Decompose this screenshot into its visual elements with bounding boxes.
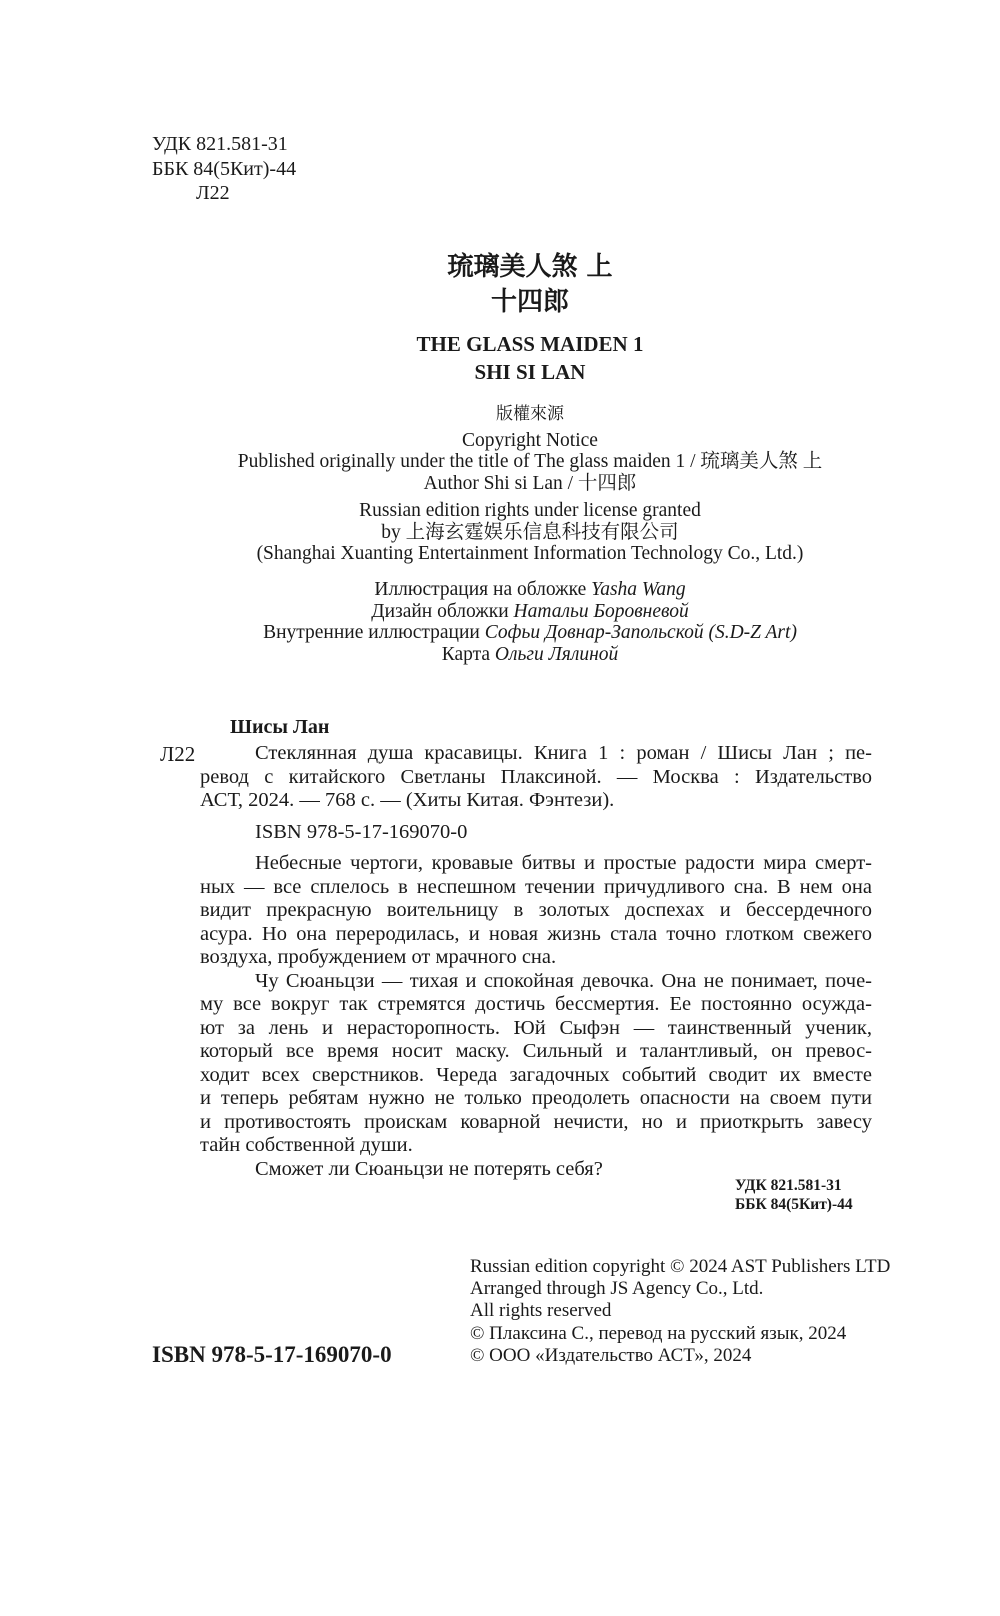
credit-item: Карта Ольги Лялиной	[441, 643, 619, 665]
annotation-line: воздуха, пробуждением от мрачного сна.	[200, 946, 557, 968]
rights-block	[470, 1256, 890, 1367]
company-en: (Shanghai Xuanting Entertainment Information Technology Co., Ltd.)	[256, 543, 804, 564]
bbk-code-right: ББК 84(5Кит)-44	[735, 1196, 853, 1213]
english-author: SHI SI LAN	[474, 360, 586, 384]
annotation-line: Небесные чертоги, кровавые битвы и простые радости мира смерт-	[255, 852, 872, 874]
credit-item: Иллюстрация на обложке Yasha Wang	[374, 579, 686, 600]
catalog-author: Шисы Лан	[230, 716, 330, 738]
original-title-english	[130, 330, 930, 386]
copyright-notice	[130, 404, 930, 565]
english-title: THE GLASS MAIDEN 1	[416, 332, 644, 356]
bbk-code: ББК 84(5Кит)-44	[152, 157, 297, 180]
rights-line: Russian edition rights under license granted	[359, 500, 701, 521]
credit-item: Внутренние иллюстрации Софьи Довнар-Запольской (S.D-Z Art)	[263, 622, 797, 643]
chinese-title: 琉璃美人煞 上	[447, 252, 613, 282]
catalog-codes-right	[735, 1176, 853, 1214]
isbn-bold: ISBN 978-5-17-169070-0	[152, 1342, 392, 1367]
rights-line: Arranged through JS Agency Co., Ltd.	[470, 1278, 764, 1300]
by-line: by 上海玄霆娱乐信息科技有限公司	[381, 521, 679, 543]
annotation-line: асура. Но она переродилась, и новая жизнь стала точно глотком свежего	[200, 922, 872, 945]
description-line: Стеклянная душа красавицы. Книга 1 : роман / Шисы Лан ; пе-	[255, 742, 872, 764]
annotation-line: Сможет ли Сюаньцзи не потерять себя?	[255, 1157, 603, 1180]
rights-line: All rights reserved	[470, 1300, 612, 1322]
annotation-line: Чу Сюаньцзи — тихая и спокойная девочка. Она не понимает, поче-	[255, 969, 872, 992]
catalog-code: Л22	[160, 742, 196, 766]
description-line: ревод с китайского Светланы Плаксиной. — Москва : Издательство	[200, 765, 872, 788]
udk-code-right: УДК 821.581-31	[735, 1177, 842, 1194]
author-mark: Л22	[196, 182, 230, 204]
rights-line: Russian edition copyright © 2024 AST Publishers LTD	[470, 1256, 891, 1277]
author-line: Author Shi si Lan / 十四郎	[423, 472, 637, 494]
annotation-line: видит прекрасную воительницу в золотых доспехах и бессердечного	[200, 899, 872, 921]
credits	[130, 579, 930, 665]
rights-line: © ООО «Издательство АСТ», 2024	[470, 1344, 752, 1366]
annotation-line: который все время носит маску. Сильный и талантливый, он превос-	[200, 1040, 872, 1062]
chinese-author: 十四郎	[490, 287, 569, 317]
annotation-line: ют за лень и нерасторопность. Юй Сыфэн — таинственный ученик,	[200, 1016, 872, 1039]
annotation-line: тайн собственной души.	[200, 1134, 413, 1156]
annotation-line: му все вокруг так стремятся достичь бессмертия. Ее постоянно осужда-	[200, 993, 872, 1015]
credit-item: Дизайн обложки Натальи Боровневой	[371, 600, 689, 622]
copyright-heading-cn: 版權來源	[496, 404, 564, 424]
catalog-isbn: ISBN 978-5-17-169070-0	[255, 820, 468, 843]
udk-code: УДК 821.581-31	[152, 133, 288, 155]
classification-codes	[152, 132, 296, 206]
annotation-line: ных — все сплелось в неспешном течении причудливого сна. В нем она	[200, 875, 872, 898]
annotation-line: и теперь ребятам нужно не только преодолеть опасности на своем пути	[200, 1087, 872, 1109]
original-title-chinese	[130, 250, 930, 320]
published-line: Published originally under the title of The glass maiden 1 / 琉璃美人煞 上	[237, 451, 823, 472]
rights-line: © Плаксина С., перевод на русский язык, 2024	[470, 1322, 847, 1344]
annotation-line: и противостоять проискам коварной нечисти, но и приоткрыть завесу	[200, 1110, 872, 1133]
catalog-entry	[200, 742, 872, 1181]
description-line: АСТ, 2024. — 768 с. — (Хиты Китая. Фэнтези).	[200, 789, 615, 811]
copyright-heading-en: Copyright Notice	[462, 429, 598, 451]
annotation-line: ходит всех сверстников. Череда загадочных событий сводит их вместе	[200, 1063, 872, 1086]
